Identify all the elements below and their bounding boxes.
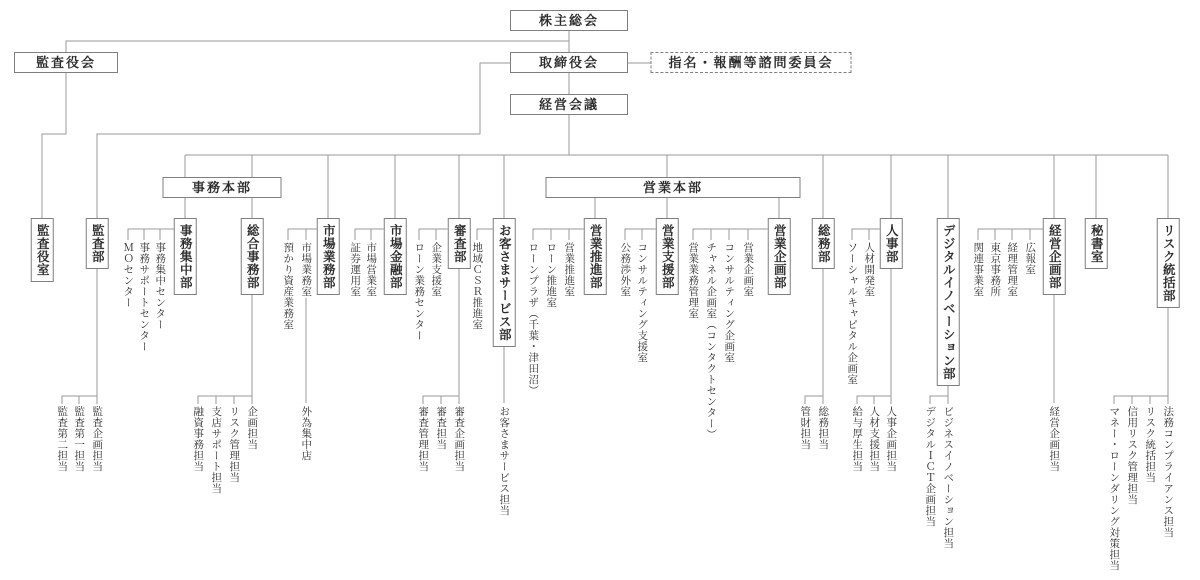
office-kanren-jigyo: 関連事業室 [972,242,985,297]
office-shijo-eigyo: 市場営業室 [365,242,378,297]
dept-keiei-kikaku: 経営企画部 [1043,218,1066,295]
wire-somu-staff [805,255,823,404]
dept-digital-innovation: デジタルイノベーション部 [937,218,960,386]
box-shareholders-meeting: 株主総会 [510,10,628,31]
wire-top-hierarchy [66,31,651,155]
dept-jinji: 人事部 [880,218,903,269]
wire-auditboard-to-auditoffice [42,73,66,219]
wire-shijo-gyomu-offices [288,229,317,240]
staff-shiten-support: 支店サポート担当 [210,406,223,494]
office-eigyo-kikaku-shitsu: 営業企画室 [742,242,755,297]
office-consulting-shien: コンサルティング支援室 [636,242,649,363]
dept-shinsa: 審査部 [448,218,471,269]
office-eigyo-suishin-shitsu: 営業推進室 [563,242,576,297]
dept-jimu-shuchu: 事務集中部 [174,218,197,295]
staff-somu: 総務担当 [817,406,830,450]
office-shoken-unyo: 証券運用室 [349,242,362,297]
staff-digital-ict: デジタルＩＣＴ企画担当 [924,406,937,527]
wire-kansa-staff [62,255,97,404]
staff-kansa-dai1: 監査第一担当 [73,406,86,472]
staff-risk-kanri: リスク管理担当 [228,406,241,483]
dept-sogo-jimu: 総合事務部 [241,218,264,295]
office-jimu-shuchu-center: 事務集中センター [154,242,167,330]
box-division-jimu-honbu: 事務本部 [163,177,282,198]
office-eigyo-gyomu-kanri: 営業業務管理室 [687,242,700,319]
office-shijo-gyomu-shitsu: 市場業務室 [300,242,313,297]
staff-kikaku: 企画担当 [246,406,259,450]
wire-division-drops [185,198,779,226]
staff-shinsa: 審査担当 [435,406,448,450]
dept-risk-tokatsu: リスク統括部 [1157,218,1180,308]
staff-jinji-kikaku: 人事企画担当 [885,406,898,472]
dept-customer-service: お客さまサービス部 [493,218,516,347]
office-channel-kikaku: チャネル企画室（コンタクトセンター） [705,242,718,440]
box-management-meeting: 経営会議 [510,94,628,115]
office-azukari-shisan: 預かり資産業務室 [282,242,295,330]
staff-okyakusama-service: お客さまサービス担当 [498,406,511,516]
wire-jimu-shuchu-offices [128,229,174,240]
office-chiiki-csr: 地域ＣＳＲ推進室 [471,242,484,330]
office-social-capital: ソーシャルキャピタル企画室 [846,242,859,385]
staff-jinzai-shien: 人材支援担当 [868,406,881,472]
wire-eigyo-kikaku-offices [693,229,768,240]
staff-money-laundering: マネー・ローンダリング対策担当 [1108,406,1121,571]
office-loan-gyomu-center: ローン業務センター [413,242,426,341]
office-keiri-kanri: 経理管理室 [1006,242,1019,297]
staff-keiei-kikaku: 経営企画担当 [1048,406,1061,472]
office-mo-center: ＭＯセンター [122,242,135,308]
office-koho: 広報室 [1024,242,1037,275]
staff-kansa-kikaku: 監査企画担当 [91,406,104,472]
dept-eigyo-kikaku: 営業企画部 [768,218,791,295]
wire-eigyo-shien-offices [625,229,656,240]
dept-audit-officers-office: 監査役室 [31,218,54,282]
staff-shinsa-kanri: 審査管理担当 [417,406,430,472]
wire-eigyo-suishin-offices [533,229,584,240]
staff-risk-tokatsu: リスク統括担当 [1144,406,1157,483]
box-division-eigyo-honbu: 営業本部 [546,177,801,198]
office-jimu-support-center: 事務サポートセンター [138,242,151,352]
wire-okyakusama-office [477,229,493,240]
dept-shijo-kinyu: 市場金融部 [384,218,407,295]
staff-shinyo-risk: 信用リスク管理担当 [1126,406,1139,505]
office-kigyo-shien: 企業支援室 [430,242,443,297]
staff-kansa-dai2: 監査第二担当 [56,406,69,472]
dept-shijo-gyomu: 市場業務部 [317,218,340,295]
wire-risk-staff [1114,298,1168,404]
wire-shinsa-offices [419,229,448,240]
staff-homu-compliance: 法務コンプライアンス担当 [1162,406,1175,538]
staff-shinsa-kikaku: 審査企画担当 [453,406,466,472]
office-gaitame-shuchu: 外為集中店 [300,406,313,461]
dept-audit: 監査部 [86,218,109,269]
office-loan-suishin: ローン推進室 [545,242,558,308]
dept-eigyo-suishin: 営業推進部 [584,218,607,295]
staff-kanzai: 管財担当 [799,406,812,450]
box-audit-board: 監査役会 [14,52,118,73]
staff-kyuyo-kosei: 給与厚生担当 [851,406,864,472]
office-tokyo-jimusho: 東京事務所 [989,242,1002,297]
wire-jinji-offices [852,229,880,240]
wire-board-to-auditdept [97,63,510,219]
office-loan-plaza: ローンプラザ（千葉・津田沼） [527,242,540,396]
staff-yushi-jimu: 融資事務担当 [192,406,205,472]
office-komu-shogai: 公務渉外室 [619,242,632,297]
office-jinzai-kaihatsu: 人材開発室 [863,242,876,297]
wire-shijo-kinyu-offices [355,229,384,240]
box-board-of-directors: 取締役会 [510,52,628,73]
wire-sogo-jimu-staff [198,280,252,404]
dept-hisho: 秘書室 [1085,218,1108,269]
dept-eigyo-shien: 営業支援部 [656,218,679,295]
staff-business-innovation: ビジネスイノベーション担当 [942,406,955,549]
box-advisory-committee: 指名・報酬等諮問委員会 [651,52,852,73]
wire-keiei-kikaku-offices [978,229,1043,240]
office-consulting-kikaku: コンサルティング企画室 [723,242,736,363]
dept-somu: 総務部 [812,218,835,269]
